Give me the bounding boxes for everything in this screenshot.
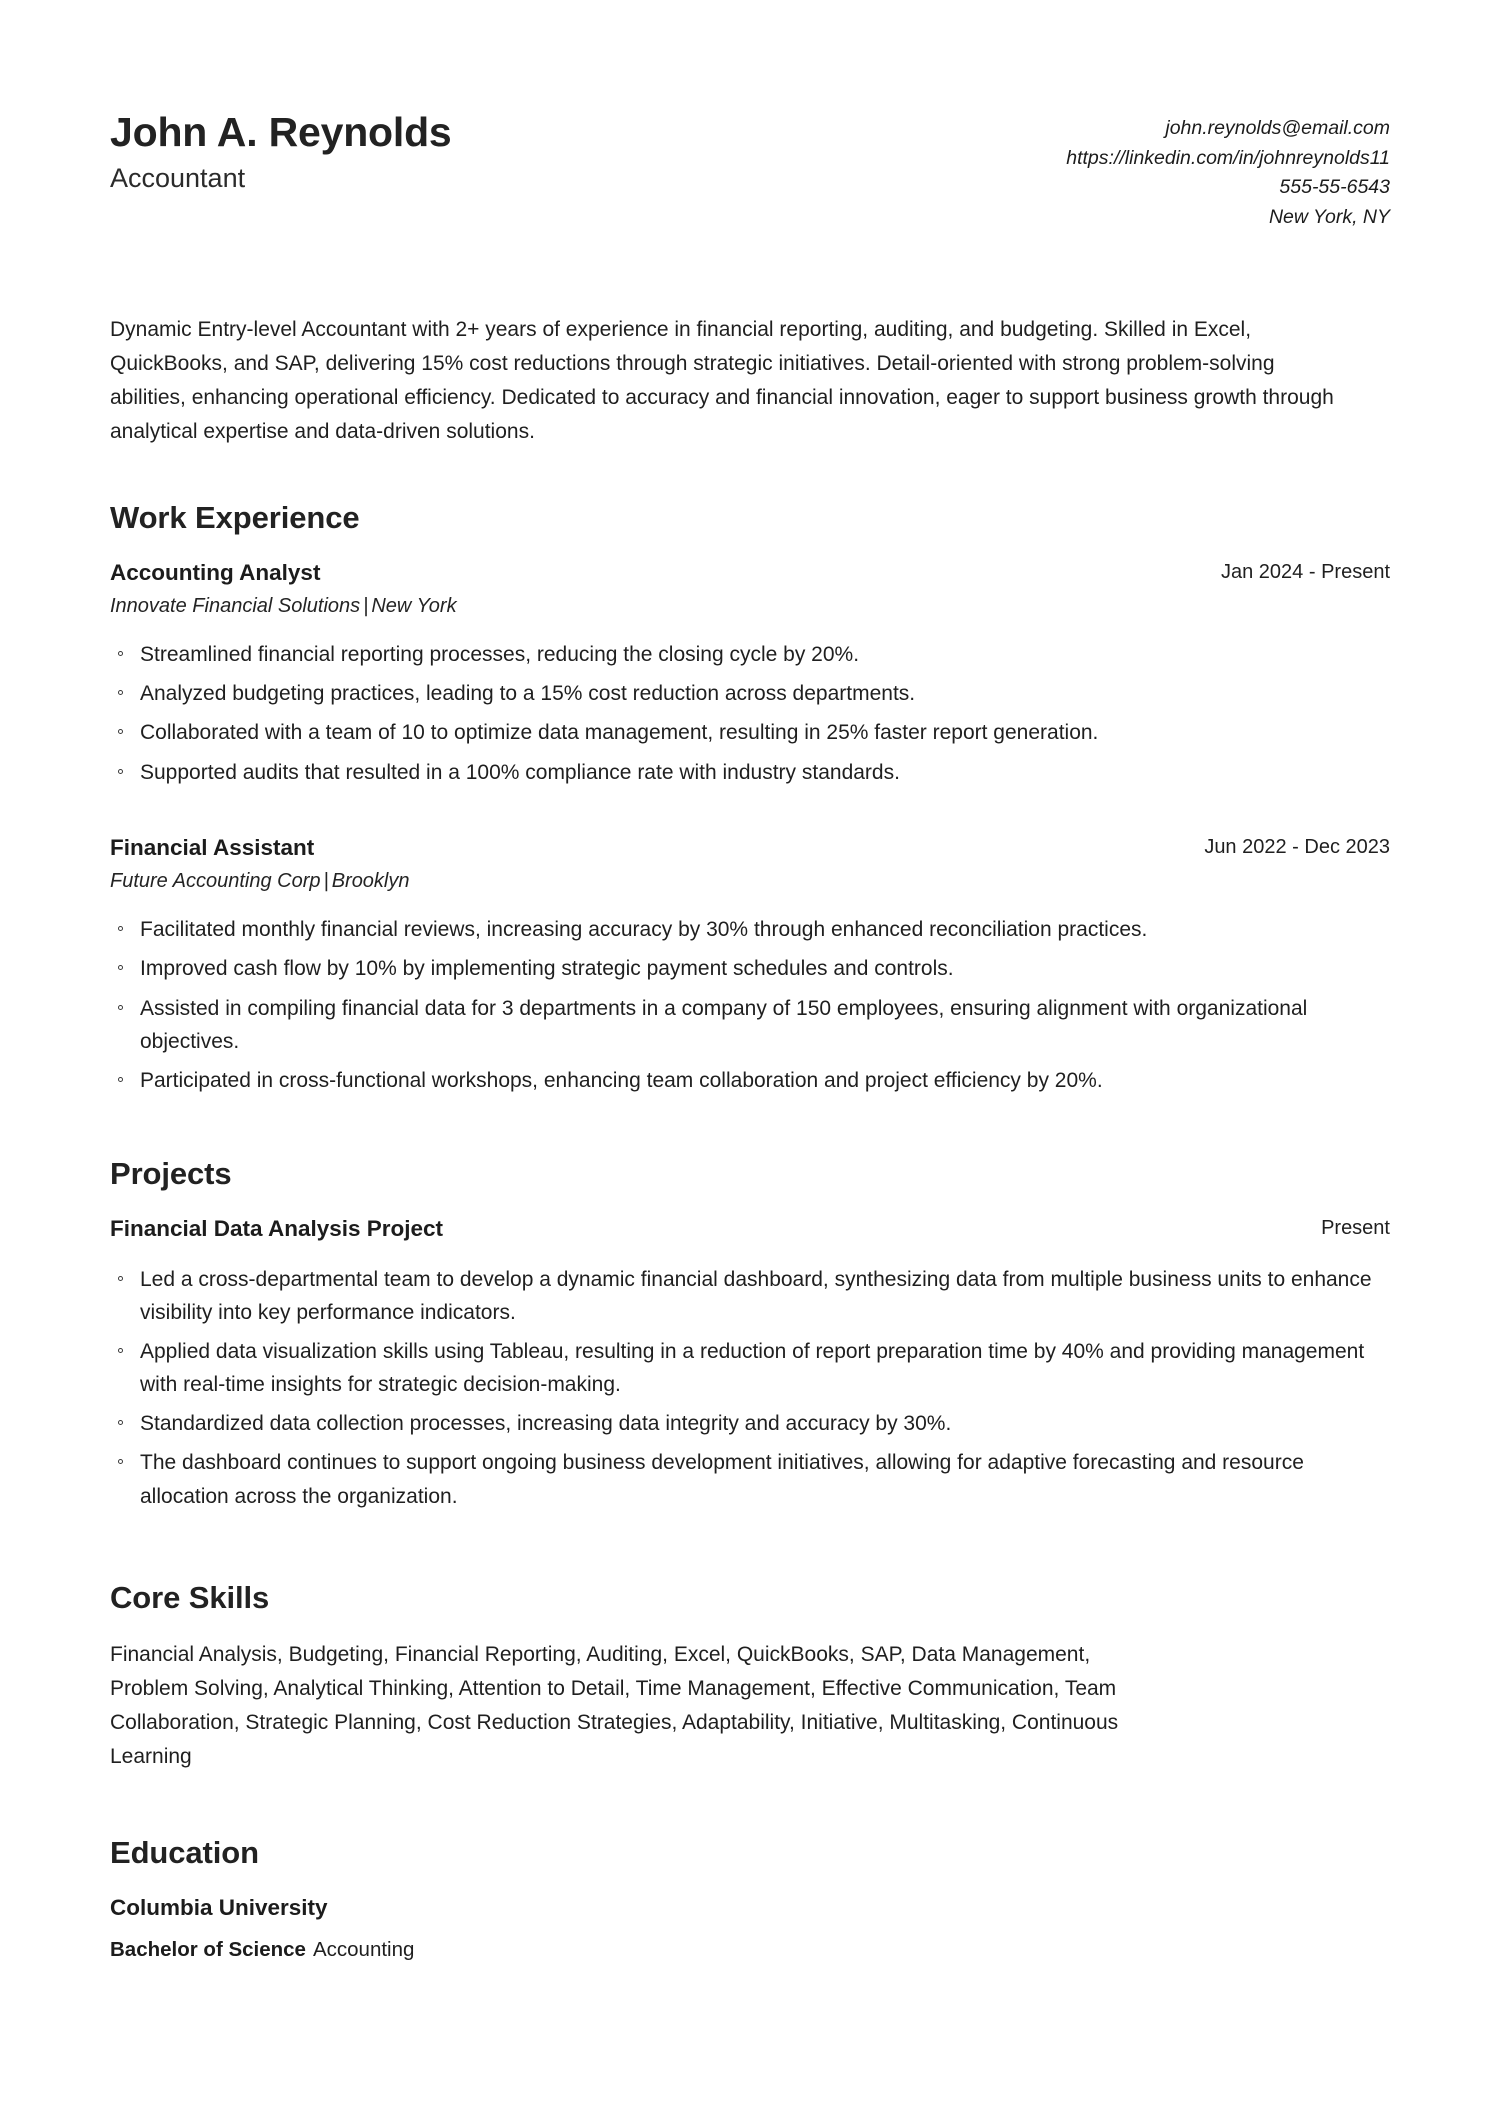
work-entry-separator: | [323,870,329,893]
work-entry-bullets [110,638,1390,789]
project-entry-header [110,1214,1390,1244]
contact-phone[interactable]: 555-55-6543 [1279,176,1390,199]
section-title-work-experience: Work Experience [110,499,360,535]
list-item: Led a cross-departmental team to develop a dynamic financial dashboard, synthesizing data from multiple business units to enhance visibility into key performance indicators. [110,1263,1390,1329]
list-item: Analyzed budgeting practices, leading to a 15% cost reduction across departments. [110,677,1390,710]
work-entry [110,558,1390,789]
project-entry-date: Present [1321,1217,1390,1240]
resume-header [110,108,1390,233]
list-item: Applied data visualization skills using Tableau, resulting in a reduction of report preparation time by 40% and providing management with real-time insights for strategic decision-making. [110,1335,1390,1401]
work-entry-company-location [110,867,1390,895]
work-entry-role: Accounting Analyst [110,559,321,585]
work-entry-date: Jan 2024 - Present [1221,560,1390,583]
contact-email[interactable]: john.reynolds@email.com [1165,117,1390,139]
education-field: Accounting [312,1937,415,1961]
work-entry [110,833,1390,1097]
candidate-name: John A. Reynolds [110,109,452,155]
section-projects [110,1155,1390,1513]
core-skills-list: Financial Analysis, Budgeting, Financial Reporting, Auditing, Excel, QuickBooks, SAP, Data Management, Problem Solving, Analytical Thinking, Attention to Detail, Time Management, Effective Communication, Team Collaboration, Strategic Planning, Cost Reduction Strategies, Adaptability, Initiative, Multitasking, Continuous Learning [110,1643,1119,1769]
work-entry-separator: | [363,595,369,618]
work-entry-company: Future Accounting Corp [110,870,321,893]
section-title-projects: Projects [110,1156,232,1192]
contact-linkedin-url[interactable]: https://linkedin.com/in/johnreynolds11 [1066,146,1390,169]
education-school: Columbia University [110,1895,328,1921]
project-entry [110,1214,1390,1513]
professional-summary: Dynamic Entry-level Accountant with 2+ years of experience in financial reporting, auditing, and budgeting. Skilled in Excel, QuickBooks, and SAP, delivering 15% cost reductions through strategic initiatives. Detail-oriented with strong problem-solving abilities, enhancing operational efficiency. Dedicated to accuracy and financial innovation, eager to support business growth through analytical expertise and data-driven solutions. [110,317,1334,443]
section-title-core-skills: Core Skills [110,1579,270,1615]
work-entry-company-location [110,592,1390,620]
work-entry-header [110,558,1390,588]
list-item: Streamlined financial reporting processes, reducing the closing cycle by 20%. [110,638,1390,671]
project-entry-name: Financial Data Analysis Project [110,1216,444,1242]
list-item: Assisted in compiling financial data for 3 departments in a company of 150 employees, ensuring alignment with organizational objectives. [110,992,1390,1058]
section-title-education: Education [110,1835,259,1871]
work-entry-location: New York [371,595,457,618]
project-entry-bullets [110,1263,1390,1513]
candidate-job-title: Accountant [110,163,246,194]
work-entry-role: Financial Assistant [110,834,315,860]
education-degree: Bachelor of Science [110,1937,306,1961]
section-core-skills [110,1579,1390,1774]
work-entry-company: Innovate Financial Solutions [110,595,361,618]
work-entry-date: Jun 2022 - Dec 2023 [1204,835,1390,858]
section-work-experience [110,499,1390,1097]
list-item: The dashboard continues to support ongoing business development initiatives, allowing for adaptive forecasting and resource allocation across the organization. [110,1446,1390,1512]
section-education [110,1834,1390,1964]
work-entry-bullets [110,913,1390,1097]
list-item: Improved cash flow by 10% by implementing strategic payment schedules and controls. [110,952,1390,985]
work-entry-header [110,833,1390,863]
contact-location: New York, NY [1268,205,1390,228]
list-item: Participated in cross-functional workshops, enhancing team collaboration and project efficiency by 20%. [110,1064,1390,1097]
list-item: Standardized data collection processes, increasing data integrity and accuracy by 30%. [110,1407,1390,1440]
contact-block [1066,108,1390,233]
education-entry [110,1893,1390,1964]
identity-block [110,108,452,196]
work-entry-location: Brooklyn [331,870,410,893]
list-item: Supported audits that resulted in a 100% compliance rate with industry standards. [110,756,1390,789]
list-item: Collaborated with a team of 10 to optimize data management, resulting in 25% faster report generation. [110,716,1390,749]
list-item: Facilitated monthly financial reviews, increasing accuracy by 30% through enhanced reconciliation practices. [110,913,1390,946]
education-degree-line [110,1936,1390,1965]
